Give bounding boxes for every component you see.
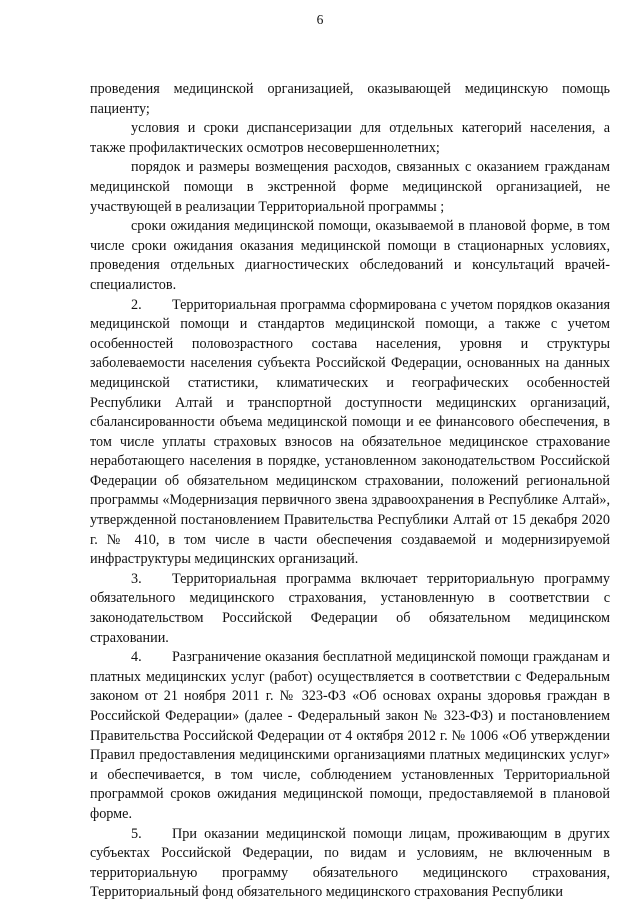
paragraph-number: 4. xyxy=(131,649,142,666)
page-number: 6 xyxy=(316,12,324,27)
paragraph-text: Разграничение оказания бесплатной медицинской помощи гражданам и платных медицинских услуг (работ) осуществляется в соответствии с Федеральным законом от 21 ноября 2011 г. № 323-ФЗ «Об основах охраны здоровья граждан в Российской Федерации» (далее - Федеральный закон № 323-ФЗ) и постановлением Правительства Российской Федерации от 4 октября 2012 г. № 1006 «Об утверждении Правил предоставления медицинскими организациями платных медицинских услуг» и обеспечивается, в том числе, соблюдением установленных Территориальной программой сроков ожидания медицинской помощи, предоставляемой в плановой форме. xyxy=(90,649,610,822)
paragraph-number: 5. xyxy=(131,825,142,842)
paragraph-number: 3. xyxy=(131,570,142,587)
numbered-paragraph-3 xyxy=(90,570,610,648)
paragraph-dispanserization: условия и сроки диспансеризации для отдельных категорий населения, а также профилактических осмотров несовершеннолетних; xyxy=(90,120,610,156)
paragraph-continuation: проведения медицинской организацией, оказывающей медицинскую помощь пациенту; xyxy=(90,81,610,117)
paragraph-waiting-times: сроки ожидания медицинской помощи, оказываемой в плановой форме, в том числе сроки ожидания оказания медицинской помощи в стационарных условиях, проведения отдельных диагностических обследований и консультаций врачей-специалистов. xyxy=(90,218,610,293)
numbered-paragraph-5 xyxy=(90,825,610,903)
numbered-paragraph-2 xyxy=(90,296,610,570)
document-body xyxy=(90,80,610,903)
paragraph-text: Территориальная программа включает территориальную программу обязательного медицинского страхования, установленную в соответствии с законодательством Российской Федерации об обязательном медицинском страховании. xyxy=(90,570,610,646)
paragraph-text: Территориальная программа сформирована с учетом порядков оказания медицинской помощи и стандартов медицинской помощи, а также с учетом особенностей половозрастного состава населения, уровня и структуры заболеваемости населения субъекта Российской Федерации, основанных на данных медицинской статистики, климатических и географических особенностей Республики Алтай и транспортной доступности медицинских организаций, сбалансированности объема медицинской помощи и ее финансового обеспечения, в том числе уплаты страховых взносов на обязательное медицинское страхование неработающего населения в порядке, установленном законодательством Российской Федерации об обязательном медицинском страховании, положений региональной программы «Модернизация первичного звена здравоохранения в Республике Алтай», утвержденной постановлением Правительства Республики Алтай от 15 декабря 2020 г. № 410, в том числе в части обеспечения создаваемой и модернизируемой инфраструктуры медицинских организаций. xyxy=(90,296,610,568)
numbered-paragraph-4 xyxy=(90,648,610,824)
paragraph-reimbursement: порядок и размеры возмещения расходов, связанных с оказанием гражданам медицинской помощи в экстренной форме медицинской организацией, не участвующей в реализации Территориальной программы ; xyxy=(90,159,610,215)
paragraph-number: 2. xyxy=(131,296,142,313)
paragraph-text: При оказании медицинской помощи лицам, проживающим в других субъектах Российской Федерации, по видам и условиям, не включенным в территориальную программу обязательного медицинского страхования, Территориальный фонд обязательного медицинского страхования Республики xyxy=(90,825,610,901)
